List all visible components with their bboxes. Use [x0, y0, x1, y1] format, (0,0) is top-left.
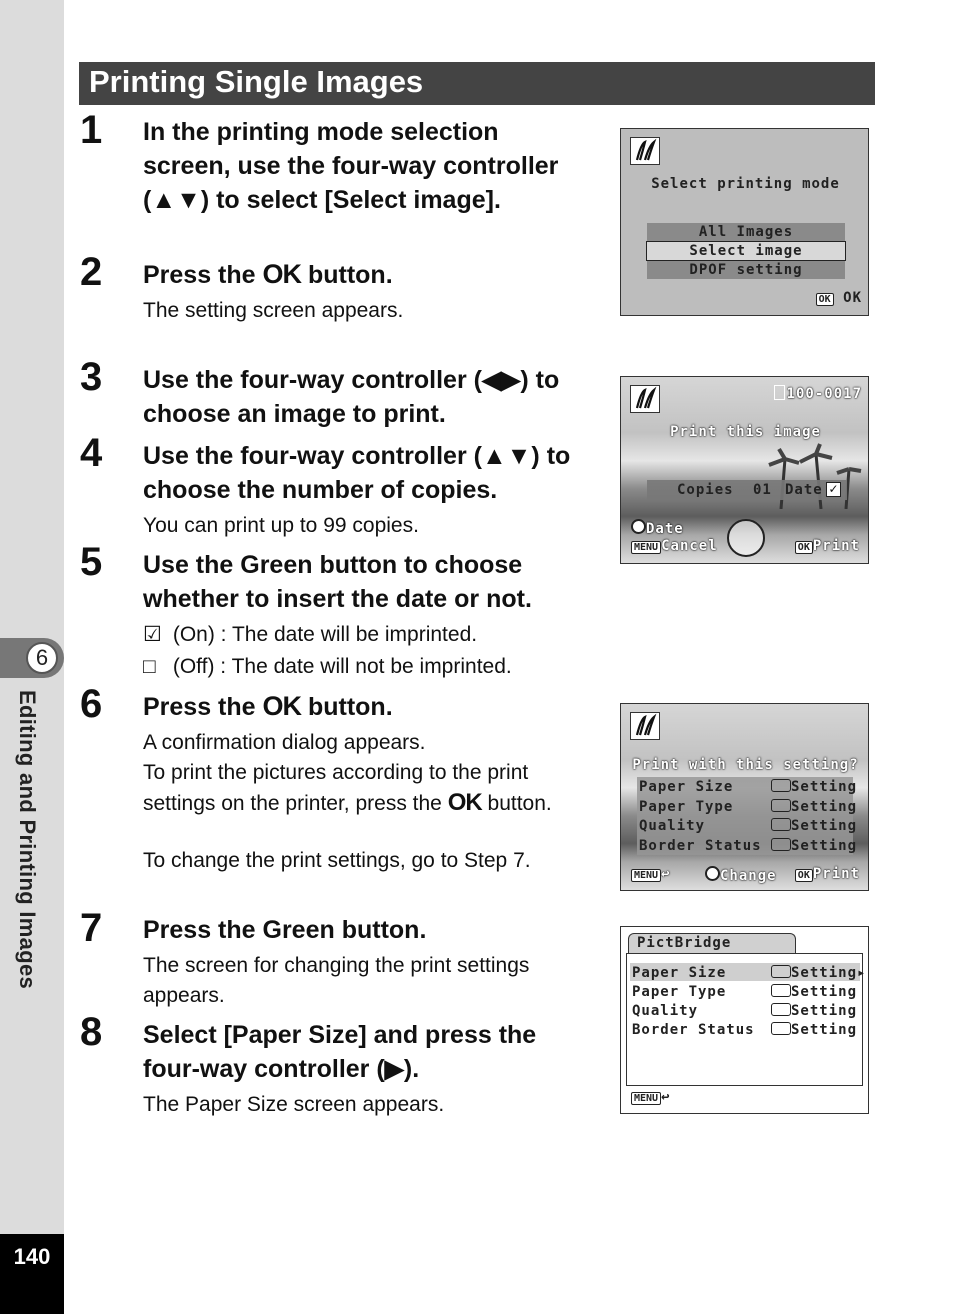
step-text-6: Press the OK button. [143, 691, 393, 721]
step-text-3: Use the four-way controller (◀▶) to choose an image to print. [143, 366, 560, 428]
menu-button-tag: MENU [631, 869, 661, 882]
cancel-control[interactable]: MENU Cancel [631, 538, 718, 554]
ok-symbol: OK [262, 691, 302, 721]
step-text-8: Select [Paper Size] and press the four-way controller (▶). [143, 1021, 537, 1083]
screen1-heading: Select printing mode [651, 176, 840, 192]
row-paper-type-label: Paper Type [639, 799, 734, 815]
step-text-1: In the printing mode selection screen, use the four-way controller (▲▼) to select [Select image]. [143, 118, 559, 214]
printer-icon [771, 965, 791, 978]
ok-symbol: OK [262, 259, 302, 289]
printer-icon [771, 838, 791, 851]
ok-button-tag: OK [816, 293, 834, 306]
row-border-status-value: Setting [771, 838, 857, 854]
printer-icon [771, 984, 791, 997]
change-control[interactable]: Change [705, 866, 777, 884]
printer-icon [771, 818, 791, 831]
screen2-heading: Print this image [670, 424, 821, 440]
row-paper-size-label: Paper Size [639, 779, 734, 795]
print-control[interactable]: OK Print [795, 866, 860, 882]
checkbox-empty-icon: □ [143, 655, 156, 678]
row-quality-value[interactable]: Setting [771, 1003, 857, 1019]
step-number-1: 1 [80, 108, 103, 152]
pictbridge-icon [630, 385, 660, 413]
step-desc-6c: To change the print settings, go to Step 7. [143, 849, 531, 872]
step-desc-6a: A confirmation dialog appears. [143, 731, 426, 754]
screen3-heading: Print with this setting? [632, 757, 859, 773]
date-off-option: □ (Off) : The date will not be imprinted. [143, 652, 593, 682]
memory-card-icon [774, 385, 785, 400]
row-paper-size-value: Setting [771, 779, 857, 795]
step-text-5: Use the Green button to choose whether to insert the date or not. [143, 551, 532, 613]
row-paper-type-value[interactable]: Setting [771, 984, 857, 1000]
pictbridge-tab-label: PictBridge [637, 935, 732, 951]
screen-print-this-image [620, 376, 869, 564]
screen-print-with-setting [620, 703, 869, 891]
page-title: Printing Single Images [79, 62, 875, 105]
date-toggle[interactable]: Date [631, 519, 684, 537]
chapter-title: Editing and Printing Images [15, 690, 40, 990]
step-number-3: 3 [80, 355, 103, 399]
page-number: 140 [0, 1234, 64, 1314]
pictbridge-icon [630, 137, 660, 165]
row-paper-size-label[interactable]: Paper Size [632, 965, 727, 981]
printer-icon [771, 1022, 791, 1035]
step-desc-7: The screen for changing the print settings appears. [143, 954, 530, 1007]
row-border-status-label: Border Status [639, 838, 762, 854]
option-dpof-setting[interactable]: DPOF setting [689, 262, 803, 278]
copies-label: Copies [677, 482, 734, 498]
step-text-2: Press the OK button. [143, 259, 393, 289]
date-checkbox-icon[interactable]: ✓ [826, 482, 841, 497]
date-label: Date [785, 482, 823, 498]
menu-button-tag: MENU [631, 541, 661, 554]
four-way-controller-icon [727, 519, 765, 557]
row-quality-value: Setting [771, 818, 857, 834]
step-text-4: Use the four-way controller (▲▼) to choose the number of copies. [143, 442, 571, 504]
step-number-7: 7 [80, 906, 103, 950]
pictbridge-icon [630, 712, 660, 740]
printer-icon [771, 1003, 791, 1016]
row-paper-type-value: Setting [771, 799, 857, 815]
step-number-5: 5 [80, 540, 103, 584]
chapter-number: 6 [26, 642, 58, 674]
row-border-status-value[interactable]: Setting [771, 1022, 857, 1038]
printer-icon [771, 799, 791, 812]
copies-value[interactable]: 01 [753, 482, 772, 498]
green-button-icon [705, 866, 720, 881]
step-desc-2: The setting screen appears. [143, 299, 404, 322]
step-number-6: 6 [80, 682, 103, 726]
right-arrow-icon: ▸ [857, 965, 867, 981]
step-text-7: Press the Green button. [143, 916, 427, 944]
step-desc-6b: To print the pictures according to the print settings on the printer, press the OK button. [143, 761, 552, 816]
screen-pictbridge-settings [620, 926, 869, 1114]
back-control[interactable] [631, 866, 671, 882]
back-arrow-icon: ↩ [661, 866, 671, 882]
back-control[interactable] [631, 1089, 671, 1105]
printer-icon [771, 779, 791, 792]
row-paper-size-value[interactable]: Setting▸ [771, 965, 866, 981]
ok-button-tag: OK [795, 869, 813, 882]
step-number-8: 8 [80, 1010, 103, 1054]
step-number-4: 4 [80, 431, 103, 475]
ok-symbol: OK [447, 789, 482, 816]
step-number-2: 2 [80, 250, 103, 294]
row-quality-label[interactable]: Quality [632, 1003, 699, 1019]
row-paper-type-label[interactable]: Paper Type [632, 984, 727, 1000]
ok-button-tag: OK [795, 541, 813, 554]
row-border-status-label[interactable]: Border Status [632, 1022, 755, 1038]
back-arrow-icon: ↩ [661, 1089, 671, 1105]
option-all-images[interactable]: All Images [698, 224, 794, 240]
file-number: 100-0017 [774, 385, 862, 402]
date-on-option: ☑ (On) : The date will be imprinted. [143, 620, 593, 650]
step-desc-4: You can print up to 99 copies. [143, 514, 419, 537]
green-button-icon [631, 519, 646, 534]
screen-select-printing-mode [620, 128, 869, 316]
checkbox-checked-icon: ☑ [143, 623, 162, 646]
print-control[interactable]: OK Print [795, 538, 860, 554]
row-quality-label: Quality [639, 818, 706, 834]
menu-button-tag: MENU [631, 1092, 661, 1105]
ok-control[interactable]: OK OK [816, 290, 862, 306]
option-select-image[interactable]: Select image [689, 243, 803, 259]
step-desc-8: The Paper Size screen appears. [143, 1093, 445, 1116]
